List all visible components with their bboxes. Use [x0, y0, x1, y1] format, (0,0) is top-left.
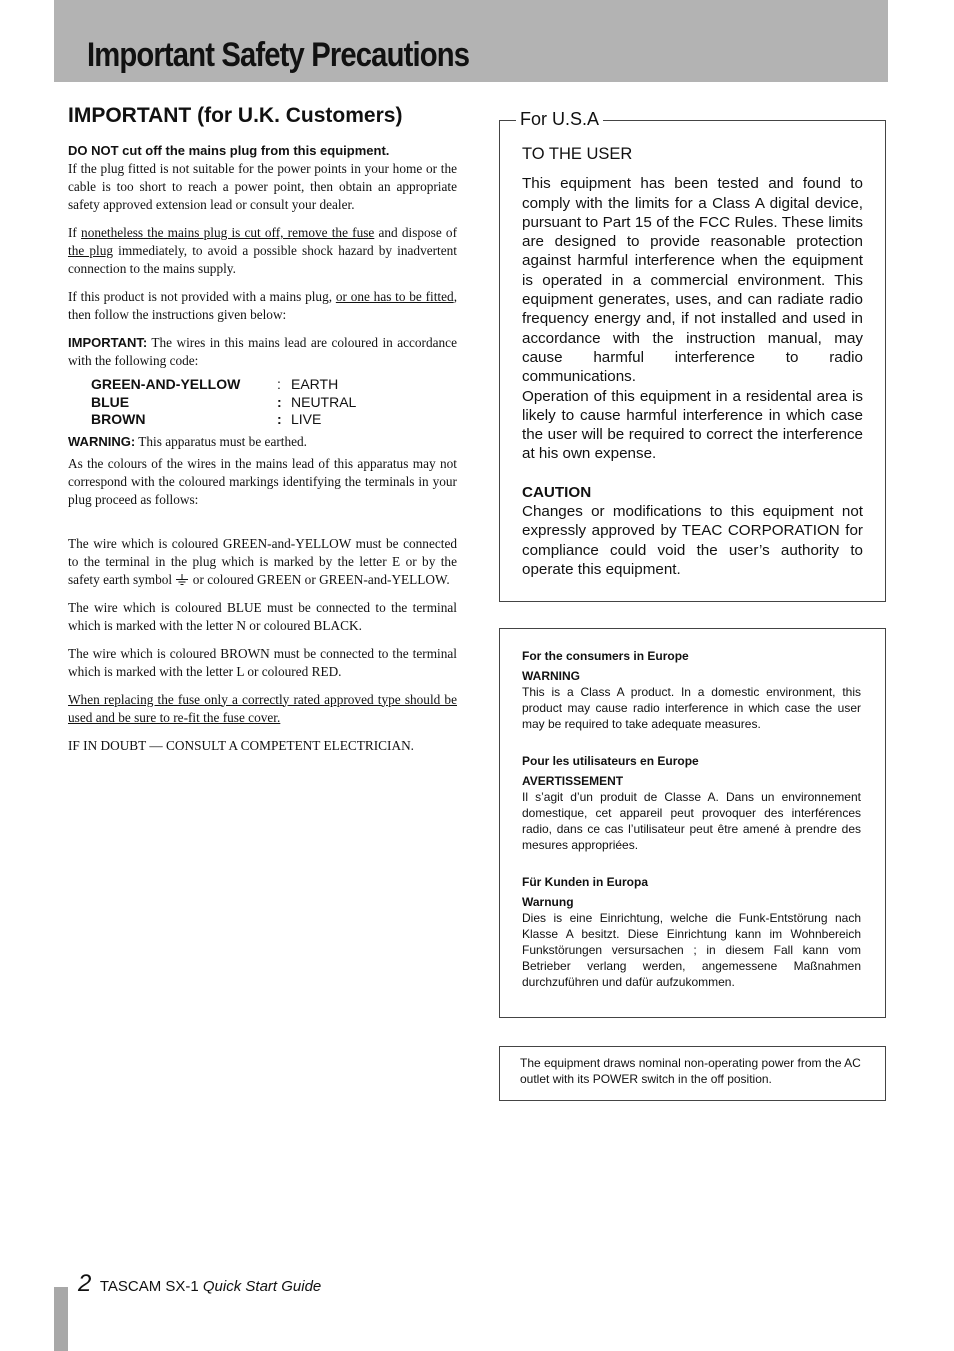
uk-paragraph-cutoff	[68, 224, 457, 278]
uk-plug-lead: DO NOT cut off the mains plug from this equipment.	[68, 143, 390, 158]
uk-paragraph-no-plug	[68, 288, 457, 324]
wire-function: LIVE	[291, 411, 322, 427]
uk-noplug-text-a: If this product is not provided with a mains plug,	[68, 289, 336, 304]
power-note-box	[499, 1046, 886, 1101]
uk-paragraph-blue: The wire which is coloured BLUE must be connected to the terminal which is marked with the letter N or coloured BLACK.	[68, 599, 457, 633]
uk-paragraph-colours: As the colours of the wires in the mains lead of this apparatus may not correspond with the coloured markings identifying the terminals in your plug proceed as follows:	[68, 455, 457, 507]
uk-heading: IMPORTANT (for U.K. Customers)	[68, 104, 403, 127]
usa-caution-text: Changes or modifications to this equipment not expressly approved by TEAC CORPORATION for compliance could void the user’s authority to operate this equipment.	[522, 503, 863, 578]
guide-title	[100, 1278, 321, 1295]
uk-paragraph-doubt: IF IN DOUBT — CONSULT A COMPETENT ELECTRICIAN.	[68, 737, 414, 753]
wire-row	[91, 376, 356, 394]
usa-content	[522, 145, 863, 579]
eu-fr-heading: Pour les utilisateurs en Europe	[522, 754, 699, 768]
wire-row	[91, 411, 356, 429]
europe-notice-box	[499, 628, 886, 1018]
uk-cutoff-underline-2: the plug	[68, 243, 114, 258]
usa-legend: For U.S.A	[516, 109, 603, 130]
eu-de-warning: Warnung	[522, 895, 574, 909]
page-number: 2	[78, 1270, 92, 1297]
wire-color: BROWN	[91, 411, 146, 427]
eu-fr-text: Il s’agit d’un produit de Classe A. Dans un environnement domestique, cet appareil peut provoquer des interférences radio, dans ce cas l’utilisateur peut être amené à prendre des mesures appropriées.	[522, 790, 861, 852]
uk-paragraph-fuse: When replacing the fuse only a correctly rated approved type should be used and be sure to re-fit the fuse cover.	[68, 691, 457, 725]
eu-de-text: Dies is eine Einrichtung, welche die Funk-Entstörung nach Klasse A besitzt. Diese Einrichtung kann im Wohnbereich Funkstörungen versursachen ; in diesem Fall kann vom Betrieber verlang werden, angemessene Maßnahmen durchzuführen und dafür aufzukommen.	[522, 911, 861, 989]
uk-section	[68, 104, 457, 765]
wire-color: GREEN-AND-YELLOW	[91, 376, 241, 392]
wire-row	[91, 394, 356, 412]
uk-paragraph-green-yellow	[68, 535, 457, 589]
uk-paragraph-plug	[68, 142, 457, 214]
wire-separator: :	[277, 393, 282, 410]
eu-en-text: This is a Class A product. In a domestic environment, this product may cause radio interference in which case the user may be required to take adequate measures.	[522, 685, 861, 731]
uk-warning-lead: WARNING:	[68, 433, 136, 449]
uk-cutoff-underline-1: nonetheless the mains plug is cut off, remove the fuse	[81, 225, 375, 240]
uk-important-text: The wires in this mains lead are coloured in accordance with the following code:	[68, 335, 457, 368]
guide-brand: TASCAM SX-1	[99, 1278, 199, 1295]
uk-plug-text: If the plug fitted is not suitable for the power points in your home or the cable is too short to reach a power point, then obtain an appropriate safety approved extension lead or consult your dealer.	[68, 161, 457, 212]
uk-cutoff-text-c: immediately, to avoid a possible shock hazard by inadvertent connection to the mains supply.	[68, 243, 457, 276]
wire-separator: :	[277, 376, 281, 392]
uk-paragraph-brown: The wire which is coloured BROWN must be connected to the terminal which is marked with the letter L or coloured RED.	[68, 645, 457, 679]
europe-content	[522, 648, 861, 990]
uk-green-yellow-text-a: The wire which is coloured GREEN-and-YELLOW must be connected to the terminal in the plug which is marked by the letter E or by the safety earth symbol	[68, 535, 457, 587]
uk-warning-text: This apparatus must be earthed.	[135, 433, 307, 449]
usa-to-the-user: TO THE USER	[522, 145, 633, 163]
uk-warning	[68, 433, 457, 451]
page-title: Important Safety Precautions	[87, 36, 470, 74]
usa-fcc-paragraph: This equipment has been tested and found to comply with the limits for a Class A digital device, pursuant to Part 15 of the FCC Rules. These limits are designed to provide reasonable protection against harmful interference when the equipment is operated in a commercial environment. This equipment generates, uses, and can radiate radio frequency energy and, if not installed and used in accordance with the instruction manual, may cause harmful interference to radio communications.	[522, 175, 863, 386]
footer	[78, 1270, 321, 1298]
power-note-text: The equipment draws nominal non-operating power from the AC outlet with its POWER switch in the off position.	[520, 1056, 861, 1086]
wire-color-table	[91, 376, 356, 429]
eu-en-warning: WARNING	[522, 669, 580, 683]
wire-separator: :	[277, 411, 282, 427]
uk-green-yellow-text-b: or coloured GREEN or GREEN-and-YELLOW.	[189, 571, 450, 587]
guide-name: Quick Start Guide	[198, 1278, 322, 1295]
header-bar	[54, 0, 888, 82]
eu-fr-warning: AVERTISSEMENT	[522, 774, 624, 788]
earth-symbol-icon	[175, 573, 189, 585]
uk-important-lead: IMPORTANT:	[68, 335, 148, 350]
usa-notice-box	[499, 109, 886, 602]
usa-caution-heading: CAUTION	[522, 483, 592, 501]
eu-en-heading: For the consumers in Europe	[522, 649, 689, 663]
footer-bar	[54, 1287, 68, 1351]
uk-noplug-text-b: , then follow the instructions given below:	[68, 289, 458, 322]
uk-noplug-underline: or one has to be fitted	[335, 289, 454, 304]
uk-paragraph-important	[68, 334, 457, 370]
usa-residential-paragraph: Operation of this equipment in a residental area is likely to cause harmful interference in which case the user will be required to correct the interference at his own expense.	[522, 387, 863, 463]
uk-cutoff-text-b: and dispose of	[374, 225, 458, 240]
wire-color: BLUE	[91, 393, 130, 410]
wire-function: NEUTRAL	[291, 393, 357, 410]
uk-cutoff-text-a: If	[68, 225, 82, 240]
eu-de-heading: Für Kunden in Europa	[522, 875, 648, 889]
wire-function: EARTH	[291, 376, 339, 392]
